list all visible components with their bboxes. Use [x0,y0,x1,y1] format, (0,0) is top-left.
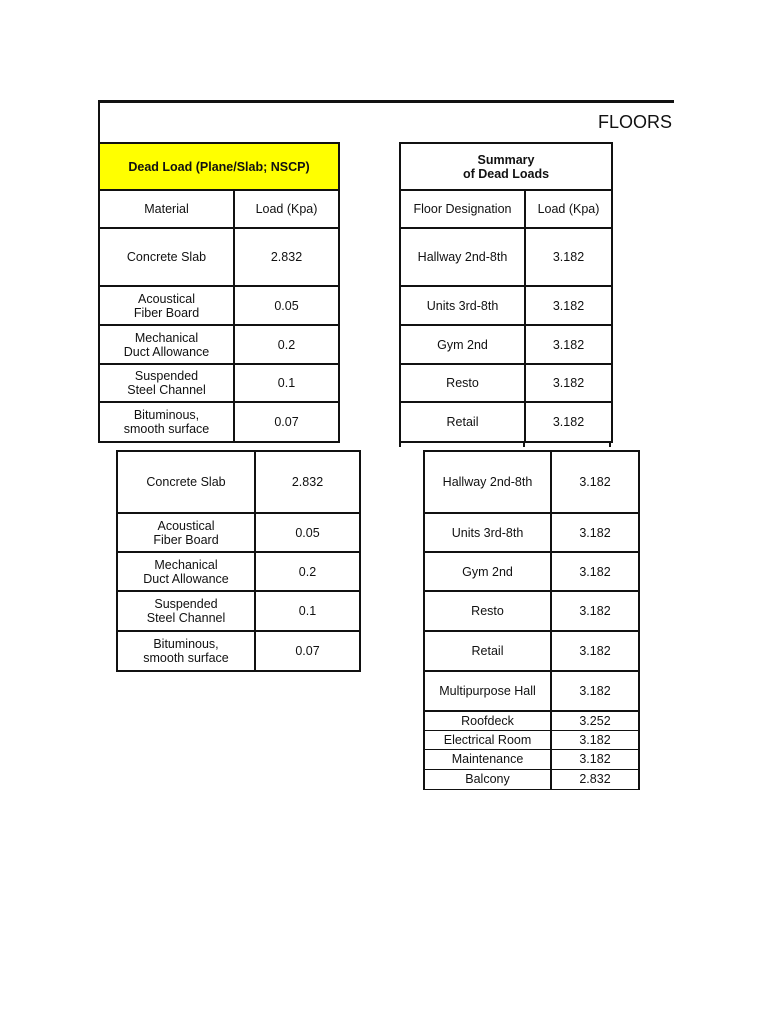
material-cell: Bituminous, smooth surface [99,402,234,442]
load-cell: 3.182 [551,749,639,769]
floor-cell: Retail [424,631,551,671]
load-cell: 3.182 [551,730,639,749]
table-row [117,591,360,631]
table-row [400,228,612,286]
floor-cell: Hallway 2nd-8th [400,228,525,286]
floor-designation-header: Floor Designation [400,190,525,228]
table-row [424,552,639,591]
load-cell: 2.832 [551,769,639,789]
load-cell: 0.05 [234,286,339,325]
floor-cell: Units 3rd-8th [424,513,551,552]
table-row [400,364,612,402]
table-row [424,451,639,513]
table-row [99,402,339,442]
floor-cell: Gym 2nd [424,552,551,591]
load-header: Load (Kpa) [234,190,339,228]
floor-cell: Maintenance [424,749,551,769]
materials-table-copy [116,450,361,672]
floor-cell: Units 3rd-8th [400,286,525,325]
table-row [117,552,360,591]
load-cell: 3.182 [525,286,612,325]
load-cell: 3.252 [551,711,639,730]
table-row [424,513,639,552]
load-cell: 3.182 [525,325,612,364]
table-row [117,451,360,513]
material-header: Material [99,190,234,228]
floor-cell: Retail [400,402,525,442]
load-cell: 3.182 [525,364,612,402]
load-cell: 3.182 [551,451,639,513]
frame-left-rule [98,100,100,144]
load-cell: 0.07 [255,631,360,671]
frame-top-rule [98,100,674,103]
table-row [117,513,360,552]
floor-cell: Balcony [424,769,551,789]
table-row [99,364,339,402]
table-row [117,631,360,671]
load-cell: 0.05 [255,513,360,552]
load-cell: 0.07 [234,402,339,442]
table-row [99,286,339,325]
dead-load-table [98,142,340,443]
floor-cell: Gym 2nd [400,325,525,364]
load-cell: 3.182 [525,228,612,286]
material-cell: Suspended Steel Channel [117,591,255,631]
material-cell: Bituminous, smooth surface [117,631,255,671]
load-cell: 2.832 [234,228,339,286]
load-cell: 3.182 [551,552,639,591]
load-cell: 3.182 [525,402,612,442]
summary-table-full [423,450,640,790]
load-cell: 3.182 [551,591,639,631]
table-row [424,671,639,711]
floor-cell: Resto [400,364,525,402]
table-row [400,325,612,364]
table-row [424,749,639,769]
load-cell: 3.182 [551,631,639,671]
summary-load-header: Load (Kpa) [525,190,612,228]
table-row [424,769,639,789]
load-cell: 3.182 [551,671,639,711]
load-cell: 3.182 [551,513,639,552]
load-cell: 0.2 [234,325,339,364]
material-cell: Mechanical Duct Allowance [99,325,234,364]
summary-table-cut-edge [399,441,611,447]
material-cell: Concrete Slab [99,228,234,286]
table-row [400,402,612,442]
material-cell: Acoustical Fiber Board [117,513,255,552]
material-cell: Acoustical Fiber Board [99,286,234,325]
floor-cell: Electrical Room [424,730,551,749]
table-row [99,228,339,286]
load-cell: 2.832 [255,451,360,513]
floor-cell: Hallway 2nd-8th [424,451,551,513]
floor-cell: Roofdeck [424,711,551,730]
table-row [99,325,339,364]
dead-load-title: Dead Load (Plane/Slab; NSCP) [99,143,339,190]
table-row [400,286,612,325]
floor-cell: Resto [424,591,551,631]
table-row [424,631,639,671]
table-row [424,591,639,631]
material-cell: Suspended Steel Channel [99,364,234,402]
summary-dead-loads-table [399,142,613,443]
material-cell: Mechanical Duct Allowance [117,552,255,591]
floor-cell: Multipurpose Hall [424,671,551,711]
load-cell: 0.1 [234,364,339,402]
page-title: FLOORS [598,112,673,132]
summary-title: Summary of Dead Loads [400,143,612,190]
table-row [424,711,639,730]
table-row [424,730,639,749]
material-cell: Concrete Slab [117,451,255,513]
load-cell: 0.2 [255,552,360,591]
load-cell: 0.1 [255,591,360,631]
